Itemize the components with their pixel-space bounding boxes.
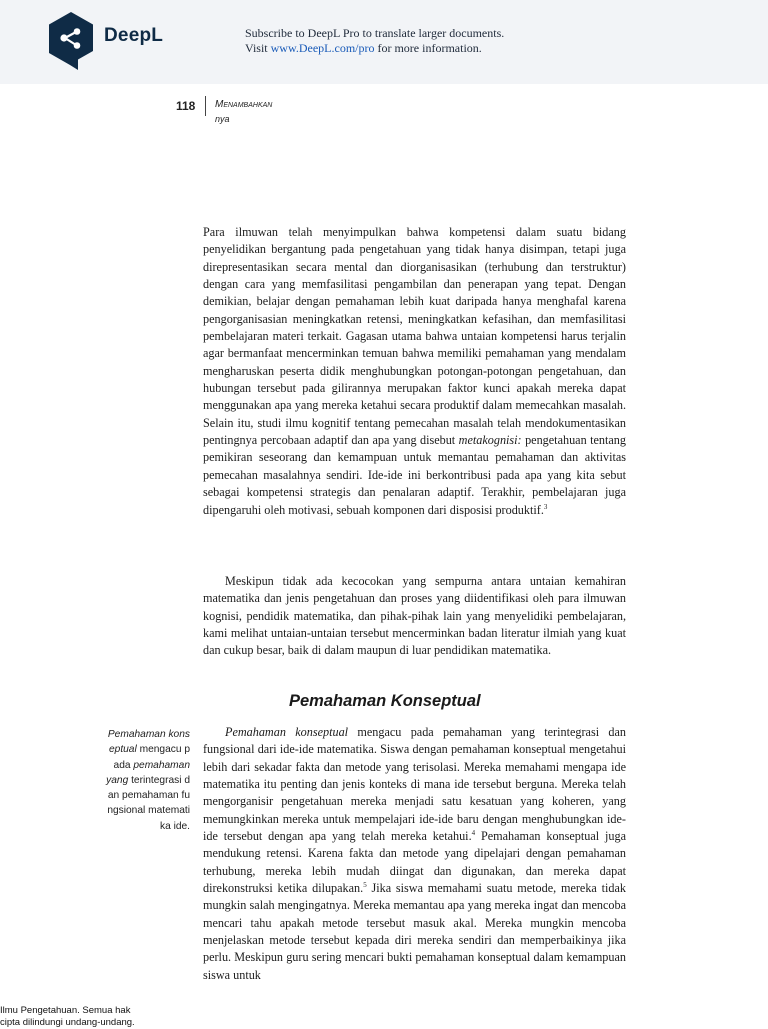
metacognition-term: metakognisi: — [458, 433, 522, 448]
paragraph-conceptual-understanding — [203, 724, 626, 984]
deepl-promo-banner — [0, 0, 768, 84]
conceptual-understanding-term: Pemahaman konseptual — [225, 725, 349, 739]
page-number: 118 — [176, 99, 196, 113]
deepl-pro-link[interactable]: www.DeepL.com/pro — [270, 40, 375, 55]
section-heading: Pemahaman Konseptual — [289, 692, 481, 710]
margin-note-text: mengacu pada — [113, 744, 190, 771]
paragraph-text: Pemahaman konseptual juga mendukung retensi. Karena fakta dan metode yang dipelajari dengan pemahaman terhubung, mereka lebih mudah diingat dan digunakan, dan mereka dapat direkonstruksi ketika dilupakan. — [203, 829, 626, 896]
copyright-line-2: cipta dilindungi undang-undang. — [0, 1017, 135, 1028]
margin-note — [106, 727, 190, 834]
running-head-divider — [205, 96, 206, 116]
promo-line-2 — [245, 41, 504, 56]
paragraph-text: Jika siswa memahami suatu metode, mereka tidak mungkin salah mengingatnya. Mereka memantau apa yang mereka ingat dan mencoba mencari tahu apakah metode tersebut masuk akal. Mereka mungkin mencoba menjelaskan metode tersebut kepada diri mereka sendiri dan memperbaikinya jika perlu. Meskipun guru sering mencari bukti pemahaman konseptual dalam kemampuan siswa untuk — [203, 881, 626, 982]
paragraph-strands: Meskipun tidak ada kecocokan yang sempurna antara untaian kemahiran matematika dan jenis pengetahuan dan proses yang diidentifikasi oleh para ilmuwan kognisi, pendidik matematika, dan pihak-pihak lain yang menyelidiki pembelajaran, kami melihat untaian-untaian tersebut mencerminkan badan literatur ilmiah yang kuat dan cukup besar, baik di dalam maupun di luar pendidikan matematika. — [203, 574, 626, 658]
promo-visit: Visit — [245, 40, 271, 55]
paragraph-text: Para ilmuwan telah menyimpulkan bahwa kompetensi dalam suatu bidang penyelidikan bergantung pada pengetahuan yang tidak hanya disimpan, tetapi juga direpresentasikan secara mental dan diorganisasikan (terhubung dan terstruktur) dengan cara yang memfasilitasi pengambilan dan penerapan yang tepat. Dengan demikian, belajar dengan pemahaman lebih kuat daripada hanya menghafal karena pengorganisasian meningkatkan retensi, meningkatkan kefasihan, dan memfasilitasi pembelajaran materi terkait. Gagasan utama bahwa untaian kompetensi harus terjalin agar bermanfaat mencerminkan temuan bahwa memiliki pemahaman yang mendalam mengharuskan peserta didik menghubungkan potongan-potongan pengetahuan, dan hubungan tersebut pada gilirannya merupakan faktor kunci apakah mereka dapat menggunakan apa yang mereka ketahui secara produktif dalam memecahkan masalah. Selain itu, studi ilmu kognitif tentang pemecahan masalah telah mendokumentasikan pentingnya percobaan adaptif dan apa yang disebut — [203, 225, 626, 448]
chapter-title-continued: nya — [215, 114, 230, 124]
paragraph-text: mengacu pada pemahaman yang terintegrasi dan fungsional dari ide-ide matematika. Siswa dengan pemahaman konseptual mengetahui lebih dari sekadar fakta dan metode yang terisolasi. Mereka memahami mengapa ide matematika itu penting dan jenis konteks di mana ide tersebut berguna. Mereka telah mengorganisir pengetahuan mereka menjadi satu kesatuan yang koheren, yang memungkinkan mereka untuk mempelajari ide-ide baru dengan menghubungkan ide-ide tersebut dengan apa yang telah mereka ketahui. — [203, 725, 626, 844]
margin-note-term: pemahaman yang — [106, 759, 190, 786]
margin-note-term: Pemahaman konseptual — [107, 729, 190, 756]
paragraph-competence — [203, 224, 626, 519]
brand-name: DeepL — [104, 25, 164, 46]
deepl-logo-icon[interactable] — [46, 10, 96, 72]
copyright-line-1: Ilmu Pengetahuan. Semua hak — [0, 1005, 131, 1016]
footnote-ref[interactable]: 5 — [363, 881, 367, 890]
promo-more-info: for more information. — [374, 40, 482, 55]
chapter-title: Menambahkan — [215, 99, 273, 110]
footnote-ref[interactable]: 3 — [543, 502, 548, 511]
promo-text — [245, 26, 504, 55]
promo-line-1: Subscribe to DeepL Pro to translate larger documents. — [245, 26, 505, 40]
margin-note-text: terintegrasi dan pemahaman fungsional matematika ide. — [107, 774, 190, 832]
footnote-ref[interactable]: 4 — [471, 829, 476, 837]
copyright-footer — [0, 1005, 135, 1029]
paragraph-text: pengetahuan tentang pemikiran seseorang dan kemampuan untuk memantau pemahaman dan aktivitas pemecahan masalahnya sendiri. Ide-ide ini berkontribusi pada apa yang kita sebut sebagai kompetensi strategis dan penalaran adaptif. Terakhir, pembelajaran juga dipengaruhi oleh motivasi, sebuah komponen dari disposisi produktif. — [203, 433, 626, 517]
